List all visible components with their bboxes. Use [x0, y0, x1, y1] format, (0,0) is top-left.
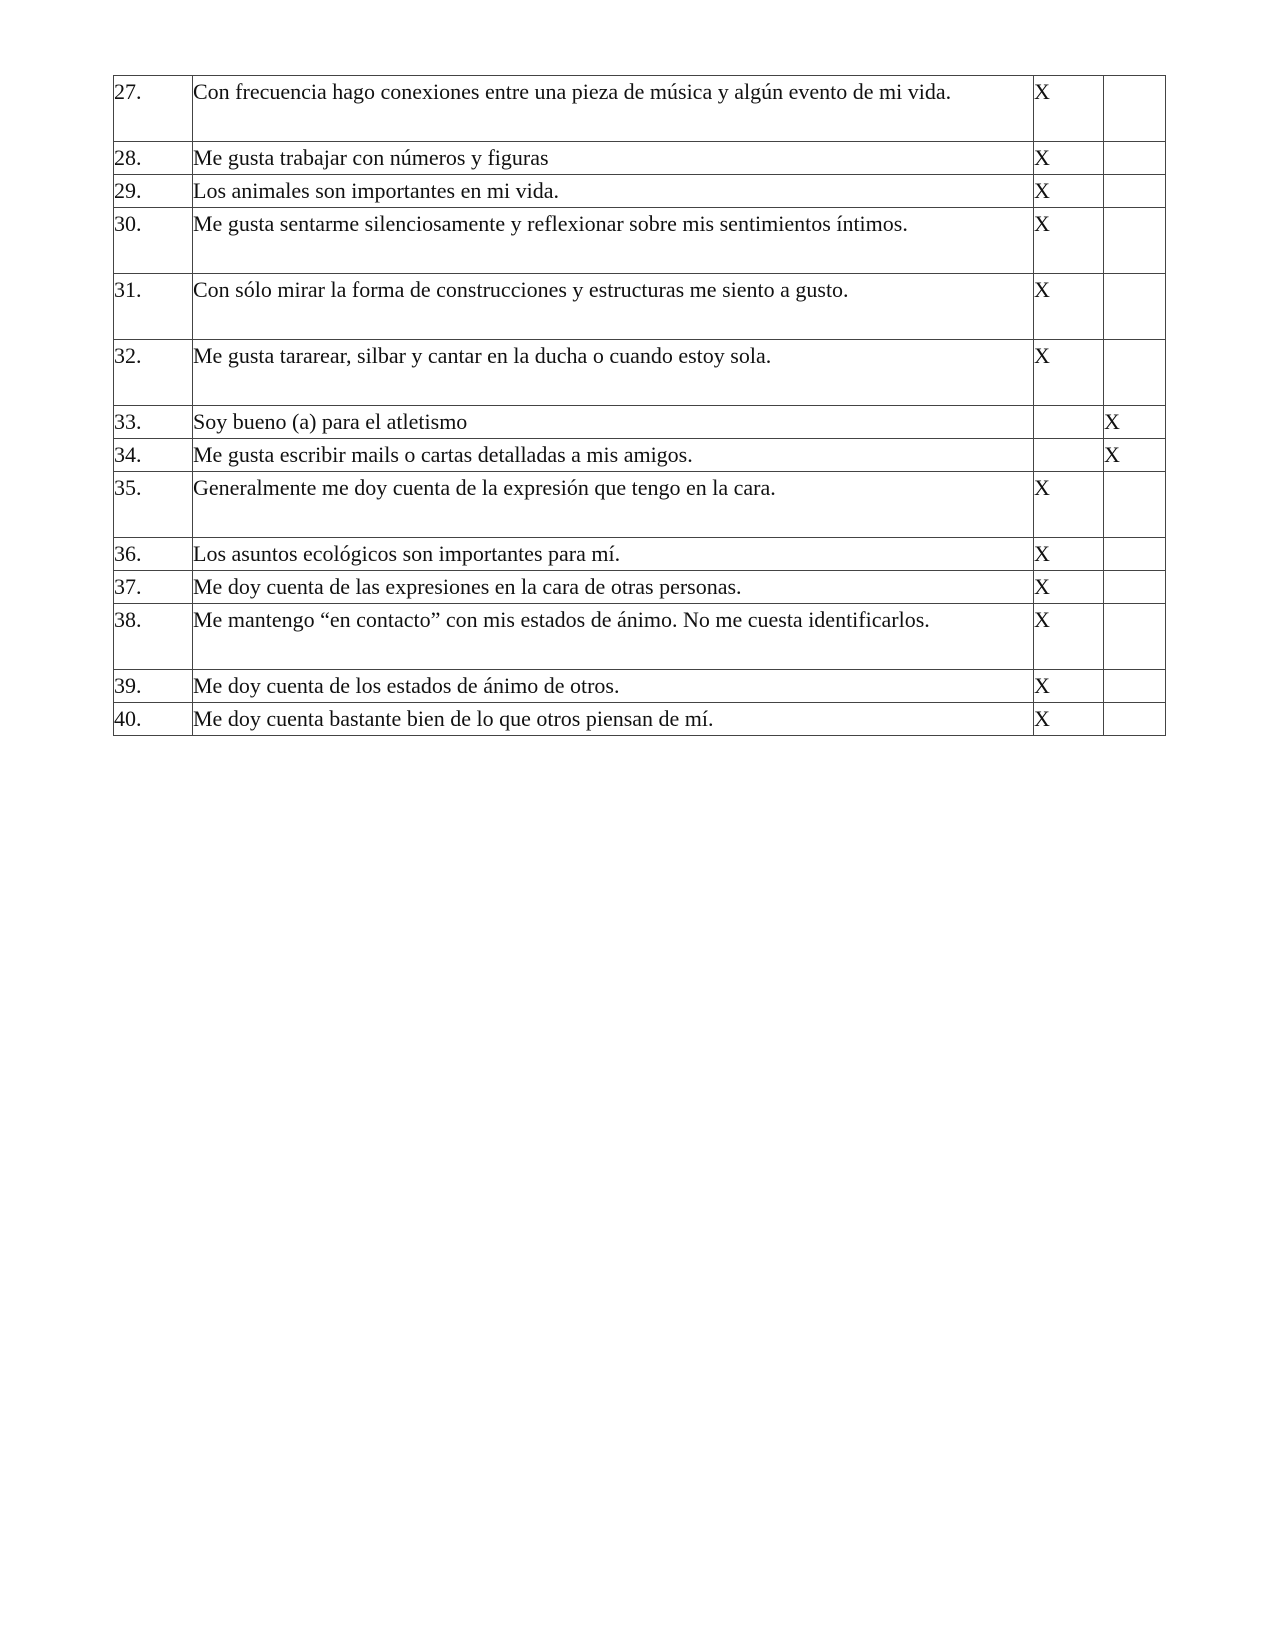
table-row	[114, 604, 1166, 670]
table-row	[114, 439, 1166, 472]
mark-column-1: X	[1034, 604, 1104, 670]
mark-column-2	[1104, 208, 1166, 274]
mark-column-1: X	[1034, 142, 1104, 175]
mark-column-1: X	[1034, 175, 1104, 208]
item-statement: Los asuntos ecológicos son importantes para mí.	[193, 538, 1034, 571]
mark-column-2	[1104, 175, 1166, 208]
mark-column-1: X	[1034, 703, 1104, 736]
table-row	[114, 670, 1166, 703]
mark-column-1: X	[1034, 538, 1104, 571]
mark-column-2	[1104, 472, 1166, 538]
item-number: 31.	[114, 274, 193, 340]
mark-column-1	[1034, 439, 1104, 472]
table-row	[114, 76, 1166, 142]
item-statement: Me gusta trabajar con números y figuras	[193, 142, 1034, 175]
item-statement: Me gusta escribir mails o cartas detalladas a mis amigos.	[193, 439, 1034, 472]
item-statement: Me doy cuenta bastante bien de lo que otros piensan de mí.	[193, 703, 1034, 736]
table-row	[114, 340, 1166, 406]
item-number: 35.	[114, 472, 193, 538]
mark-column-1	[1034, 406, 1104, 439]
item-statement: Me doy cuenta de las expresiones en la cara de otras personas.	[193, 571, 1034, 604]
mark-column-2: X	[1104, 406, 1166, 439]
item-statement: Los animales son importantes en mi vida.	[193, 175, 1034, 208]
item-statement: Con frecuencia hago conexiones entre una pieza de música y algún evento de mi vida.	[193, 76, 1034, 142]
item-statement: Me mantengo “en contacto” con mis estados de ánimo. No me cuesta identificarlos.	[193, 604, 1034, 670]
table-row	[114, 175, 1166, 208]
table-row	[114, 538, 1166, 571]
item-statement: Con sólo mirar la forma de construcciones y estructuras me siento a gusto.	[193, 274, 1034, 340]
mark-column-1: X	[1034, 274, 1104, 340]
mark-column-1: X	[1034, 76, 1104, 142]
mark-column-1: X	[1034, 670, 1104, 703]
item-number: 36.	[114, 538, 193, 571]
table-row	[114, 703, 1166, 736]
mark-column-2	[1104, 340, 1166, 406]
item-number: 30.	[114, 208, 193, 274]
item-number: 38.	[114, 604, 193, 670]
item-number: 37.	[114, 571, 193, 604]
item-number: 28.	[114, 142, 193, 175]
mark-column-2	[1104, 703, 1166, 736]
mark-column-1: X	[1034, 472, 1104, 538]
mark-column-2	[1104, 538, 1166, 571]
item-statement: Me gusta sentarme silenciosamente y reflexionar sobre mis sentimientos íntimos.	[193, 208, 1034, 274]
mark-column-2	[1104, 604, 1166, 670]
mark-column-1: X	[1034, 571, 1104, 604]
questionnaire-body	[114, 76, 1166, 736]
item-number: 34.	[114, 439, 193, 472]
item-number: 33.	[114, 406, 193, 439]
mark-column-2	[1104, 142, 1166, 175]
table-row	[114, 406, 1166, 439]
mark-column-2	[1104, 670, 1166, 703]
item-number: 29.	[114, 175, 193, 208]
table-row	[114, 208, 1166, 274]
mark-column-2	[1104, 274, 1166, 340]
table-row	[114, 142, 1166, 175]
item-statement: Soy bueno (a) para el atletismo	[193, 406, 1034, 439]
mark-column-1: X	[1034, 208, 1104, 274]
item-number: 39.	[114, 670, 193, 703]
item-statement: Generalmente me doy cuenta de la expresión que tengo en la cara.	[193, 472, 1034, 538]
questionnaire-table	[113, 75, 1166, 736]
item-statement: Me doy cuenta de los estados de ánimo de otros.	[193, 670, 1034, 703]
mark-column-1: X	[1034, 340, 1104, 406]
table-row	[114, 571, 1166, 604]
item-number: 27.	[114, 76, 193, 142]
item-number: 32.	[114, 340, 193, 406]
item-statement: Me gusta tararear, silbar y cantar en la ducha o cuando estoy sola.	[193, 340, 1034, 406]
item-number: 40.	[114, 703, 193, 736]
mark-column-2	[1104, 571, 1166, 604]
table-row	[114, 472, 1166, 538]
mark-column-2: X	[1104, 439, 1166, 472]
mark-column-2	[1104, 76, 1166, 142]
table-row	[114, 274, 1166, 340]
